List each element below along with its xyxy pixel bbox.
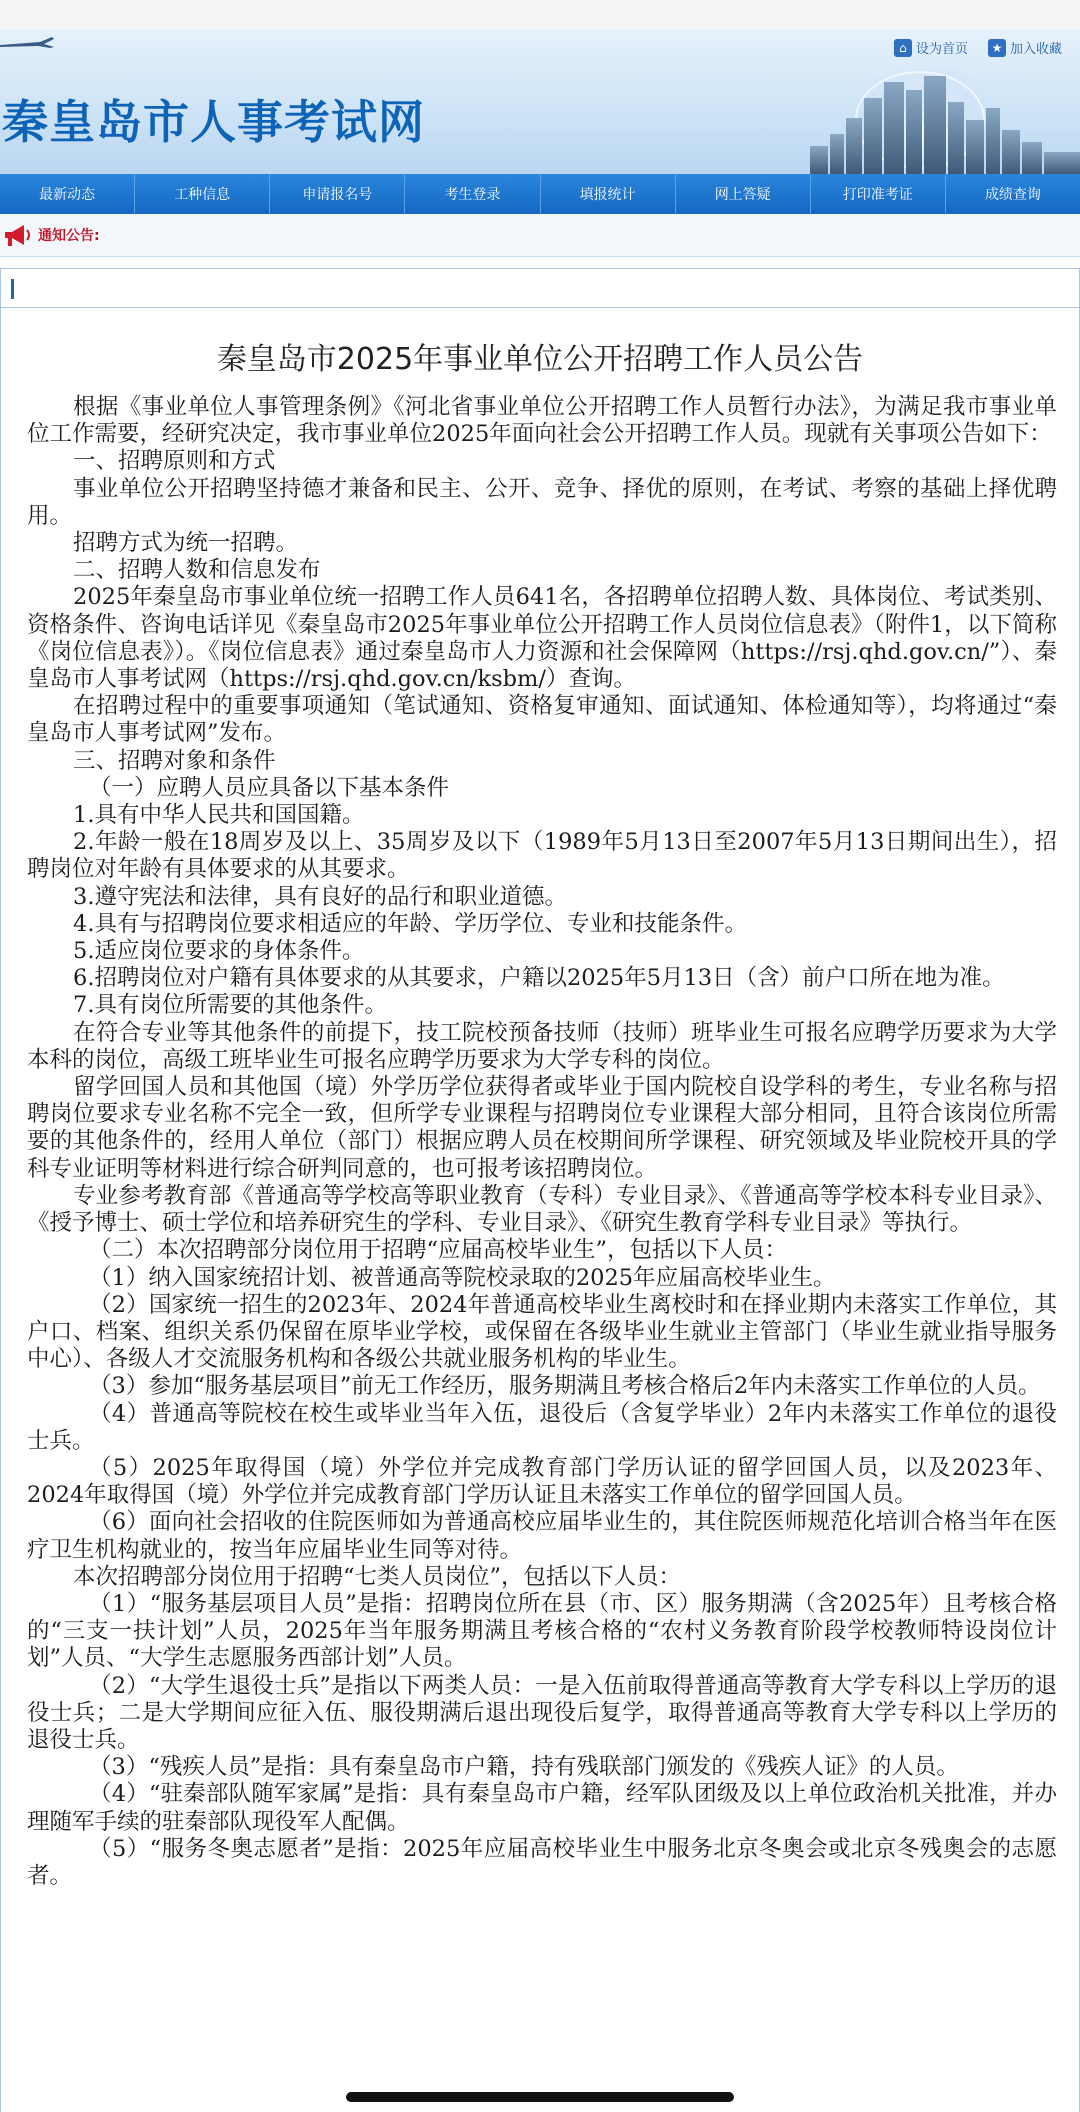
paragraph: （2）“大学生退役士兵”是指以下两类人员：一是入伍前取得普通高等教育大学专科以上学历的退役士兵；二是大学期间应征入伍、服役期满后退出现役后复学，取得普通高等教育大学专科以上学历的退役士兵。 (27, 1672, 1057, 1753)
paragraph: 1.具有中华人民共和国国籍。 (73, 802, 365, 829)
star-icon: ★ (988, 39, 1006, 57)
paragraph: 专业参考教育部《普通高等学校高等职业教育（专科）专业目录》、《普通高等学校本科专业目录》、《授予博士、硕士学位和培养研究生的学科、专业目录》、《研究生教育学科专业目录》等执行。 (27, 1182, 1057, 1237)
article-body (27, 394, 1057, 1890)
nav-statistics[interactable]: 填报统计 (541, 174, 676, 214)
paragraph: 事业单位公开招聘坚持德才兼备和民主、公开、竞争、择优的原则，在考试、考察的基础上择优聘用。 (27, 475, 1057, 529)
paragraph: 7.具有岗位所需要的其他条件。 (73, 992, 387, 1019)
paragraph: 三、招聘对象和条件 (73, 747, 276, 774)
status-area (0, 0, 1080, 30)
paragraph: 在符合专业等其他条件的前提下，技工院校预备技师（技师）班毕业生可报名应聘学历要求为大学本科的岗位，高级工班毕业生可报名应聘学历要求为大学专科的岗位。 (27, 1019, 1057, 1073)
paragraph: （1）纳入国家统招计划、被普通高等院校录取的2025年应届高校毕业生。 (89, 1264, 836, 1291)
paragraph: （2）国家统一招生的2023年、2024年普通高校毕业生离校时和在择业期内未落实工作单位，其户口、档案、组织关系仍保留在原毕业学校，或保留在各级毕业生就业主管部门（毕业生就业指导服务中心）、各级人才交流服务机构和各级公共就业服务机构的毕业生。 (27, 1291, 1057, 1373)
paragraph: 4.具有与招聘岗位要求相适应的年龄、学历学位、专业和技能条件。 (73, 910, 747, 937)
site-title: 秦皇岛市人事考试网 (2, 95, 425, 149)
paragraph: （3）参加“服务基层项目”前无工作经历，服务期满且考核合格后2年内未落实工作单位的人员。 (89, 1373, 1041, 1400)
paragraph: （5）2025年取得国（境）外学位并完成教育部门学历认证的留学回国人员，以及2023年、2024年取得国（境）外学位并完成教育部门学历认证且未落实工作单位的留学回国人员。 (27, 1454, 1057, 1509)
paragraph: （5）“服务冬奥志愿者”是指：2025年应届高校毕业生中服务北京冬奥会或北京冬残奥会的志愿者。 (27, 1835, 1057, 1889)
nav-score-query[interactable]: 成绩查询 (984, 187, 1041, 203)
home-icon: ⌂ (894, 39, 912, 57)
notice-bar (0, 214, 1080, 257)
paragraph: （1）“服务基层项目人员”是指：招聘岗位所在县（市、区）服务期满（含2025年）且考核合格的“三支一扶计划”人员，2025年当年服务期满且考核合格的“农村义务教育阶段学校教师特设岗位计划”人员、“大学生志愿服务西部计划”人员。 (27, 1590, 1057, 1672)
article-panel (0, 308, 1080, 2112)
text-caret (11, 279, 14, 299)
paragraph: 2.年龄一般在18周岁及以上、35周岁及以下（1989年5月13日至2007年5月13日期间出生），招聘岗位对年龄有具体要求的从其要求。 (27, 829, 1057, 883)
paragraph: （4）普通高等院校在校生或毕业当年入伍，退役后（含复学毕业）2年内未落实工作单位的退役士兵。 (27, 1400, 1057, 1454)
paragraph: （二）本次招聘部分岗位用于招聘“应届高校毕业生”，包括以下人员： (89, 1237, 788, 1264)
home-indicator[interactable] (346, 2092, 734, 2102)
paragraph: 招聘方式为统一招聘。 (73, 530, 299, 557)
paragraph: 根据《事业单位人事管理条例》《河北省事业单位公开招聘工作人员暂行办法》，为满足我市事业单位工作需要，经研究决定，我市事业单位2025年面向社会公开招聘工作人员。现就有关事项公告如下： (27, 394, 1057, 448)
add-favorite-link[interactable]: ★ 加入收藏 (988, 38, 1062, 57)
nav-online-qa[interactable]: 网上答疑 (676, 174, 811, 214)
paragraph: 一、招聘原则和方式 (73, 448, 276, 475)
paragraph: 留学回国人员和其他国（境）外学历学位获得者或毕业于国内院校自设学科的考生，专业名称与招聘岗位要求专业名称不完全一致，但所学专业课程与招聘岗位专业课程大部分相同，且符合该岗位所需要的其他条件的，经用人单位（部门）根据应聘人员在校期间所学课程、研究领域及毕业院校开具的学科专业证明等材料进行综合研判同意的，也可报考该招聘岗位。 (27, 1074, 1057, 1182)
paragraph: （6）面向社会招收的住院医师如为普通高校应届毕业生的，其住院医师规范化培训合格当年在医疗卫生机构就业的，按当年应届毕业生同等对待。 (27, 1509, 1057, 1563)
megaphone-icon (2, 221, 32, 249)
notice-scroll-box[interactable] (0, 268, 1080, 308)
paragraph: 在招聘过程中的重要事项通知（笔试通知、资格复审通知、面试通知、体检通知等），均将通过“秦皇岛市人事考试网”发布。 (27, 693, 1057, 747)
paragraph: 二、招聘人数和信息发布 (73, 557, 321, 584)
paragraph: 2025年秦皇岛市事业单位统一招聘工作人员641名，各招聘单位招聘人数、具体岗位、考试类别、资格条件、咨询电话详见《秦皇岛市2025年事业单位公开招聘工作人员岗位信息表》（附件1，以下简称《岗位信息表》）。《岗位信息表》通过秦皇岛市人力资源和社会保障网（https://rsj.qhd.gov.cn/”）、秦皇岛市人事考试网（https://rsj.qhd.gov.cn/ksbm/）查询。 (27, 584, 1057, 693)
nav-print-admission[interactable]: 打印准考证 (811, 174, 946, 214)
airplane-icon (0, 34, 54, 52)
paragraph: 6.招聘岗位对户籍有具体要求的从其要求，户籍以2025年5月13日（含）前户口所在地为准。 (73, 965, 1005, 992)
nav-job-types[interactable]: 工种信息 (135, 174, 270, 214)
paragraph: 3.遵守宪法和法律，具有良好的品行和职业道德。 (73, 883, 567, 910)
city-skyline-image (770, 68, 1080, 174)
paragraph: （3）“残疾人员”是指：具有秦皇岛市户籍，持有残联部门颁发的《残疾人证》的人员。 (89, 1754, 959, 1781)
set-homepage-link[interactable]: ⌂ 设为首页 (894, 38, 968, 57)
nav-latest-news[interactable]: 最新动态 (0, 174, 135, 214)
site-banner (0, 30, 1080, 174)
paragraph: （一）应聘人员应具备以下基本条件 (89, 774, 450, 801)
paragraph: （4）“驻秦部队随军家属”是指：具有秦皇岛市户籍，经军队团级及以上单位政治机关批准，并办理随军手续的驻秦部队现役军人配偶。 (27, 1781, 1057, 1835)
notice-label: 通知公告: (38, 228, 100, 244)
paragraph: 本次招聘部分岗位用于招聘“七类人员岗位”，包括以下人员： (73, 1563, 682, 1590)
nav-apply-number[interactable]: 申请报名号 (270, 174, 405, 214)
article-title: 秦皇岛市2025年事业单位公开招聘工作人员公告 (216, 342, 864, 377)
main-nav (0, 174, 1080, 214)
paragraph: 5.适应岗位要求的身体条件。 (73, 938, 365, 965)
nav-candidate-login[interactable]: 考生登录 (405, 174, 540, 214)
